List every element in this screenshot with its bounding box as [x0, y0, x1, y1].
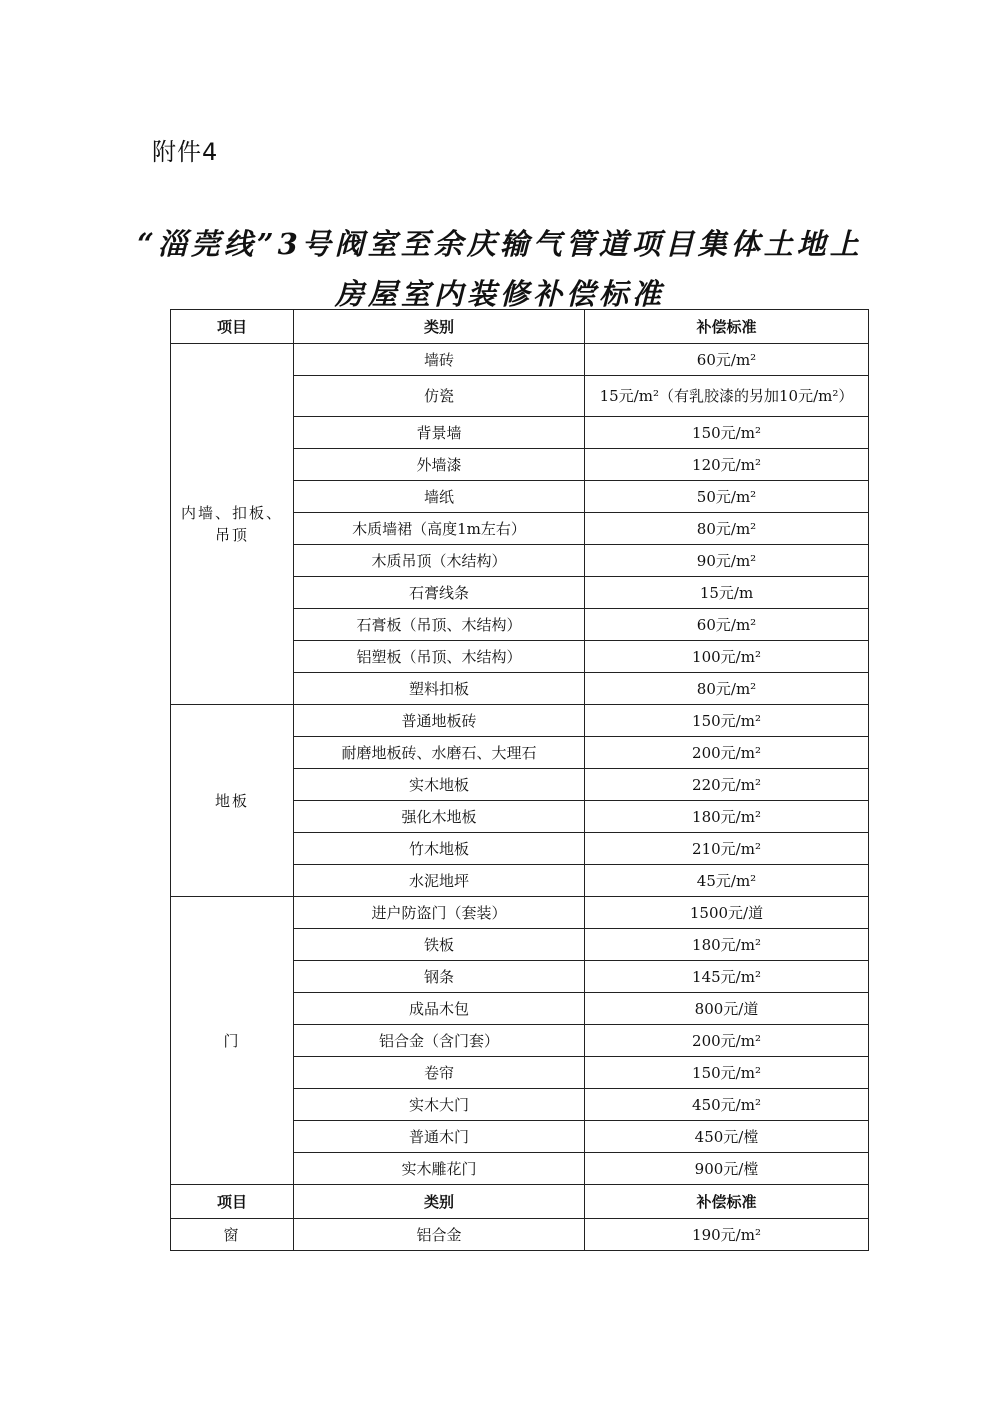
category-cell: 木质墙裙（高度1m左右） [294, 513, 585, 545]
standard-cell: 100元/m² [585, 641, 869, 673]
standard-cell: 150元/m² [585, 417, 869, 449]
category-cell: 墙砖 [294, 344, 585, 376]
group-door: 门 [171, 897, 294, 1185]
category-cell: 成品木包 [294, 993, 585, 1025]
group-interior-walls: 内墙、扣板、吊顶 [171, 344, 294, 705]
standard-cell: 15元/m [585, 577, 869, 609]
category-cell: 仿瓷 [294, 376, 585, 417]
standard-cell: 220元/m² [585, 769, 869, 801]
standard-cell: 150元/m² [585, 1057, 869, 1089]
header-item: 项目 [171, 1185, 294, 1219]
table-row [171, 897, 869, 929]
standard-cell: 200元/m² [585, 737, 869, 769]
category-cell: 实木地板 [294, 769, 585, 801]
standard-cell: 80元/m² [585, 673, 869, 705]
header-category: 类别 [294, 310, 585, 344]
category-cell: 卷帘 [294, 1057, 585, 1089]
standard-cell: 150元/m² [585, 705, 869, 737]
standard-cell: 180元/m² [585, 929, 869, 961]
category-cell: 铝合金（含门套） [294, 1025, 585, 1057]
standard-cell: 15元/m²（有乳胶漆的另加10元/m²） [585, 376, 869, 417]
standard-cell: 120元/m² [585, 449, 869, 481]
category-cell: 实木雕花门 [294, 1153, 585, 1185]
header-standard: 补偿标准 [585, 1185, 869, 1219]
category-cell: 进户防盗门（套装） [294, 897, 585, 929]
table-header-row [171, 310, 869, 344]
category-cell: 墙纸 [294, 481, 585, 513]
category-cell: 普通木门 [294, 1121, 585, 1153]
standard-cell: 60元/m² [585, 344, 869, 376]
category-cell: 石膏线条 [294, 577, 585, 609]
category-cell: 水泥地坪 [294, 865, 585, 897]
standard-cell: 60元/m² [585, 609, 869, 641]
category-cell: 外墙漆 [294, 449, 585, 481]
category-cell: 铝合金 [294, 1219, 585, 1251]
category-cell: 背景墙 [294, 417, 585, 449]
standard-cell: 450元/m² [585, 1089, 869, 1121]
attachment-label: 附件4 [152, 138, 219, 166]
table-row [171, 705, 869, 737]
category-cell: 木质吊顶（木结构） [294, 545, 585, 577]
standard-cell: 900元/樘 [585, 1153, 869, 1185]
category-cell: 钢条 [294, 961, 585, 993]
standard-cell: 210元/m² [585, 833, 869, 865]
category-cell: 耐磨地板砖、水磨石、大理石 [294, 737, 585, 769]
compensation-standard-table [170, 309, 869, 1251]
standard-cell: 50元/m² [585, 481, 869, 513]
table-header-row-repeat [171, 1185, 869, 1219]
category-cell: 塑料扣板 [294, 673, 585, 705]
group-window: 窗 [171, 1219, 294, 1251]
category-cell: 石膏板（吊顶、木结构） [294, 609, 585, 641]
standard-cell: 800元/道 [585, 993, 869, 1025]
standard-cell: 190元/m² [585, 1219, 869, 1251]
document-title-line-1: “淄莞线”3号阀室至余庆输气管道项目集体土地上 [137, 227, 863, 261]
category-cell: 普通地板砖 [294, 705, 585, 737]
group-floor: 地板 [171, 705, 294, 897]
standard-cell: 1500元/道 [585, 897, 869, 929]
table-row [171, 1219, 869, 1251]
standard-cell: 80元/m² [585, 513, 869, 545]
standard-cell: 145元/m² [585, 961, 869, 993]
standard-cell: 200元/m² [585, 1025, 869, 1057]
category-cell: 铝塑板（吊顶、木结构） [294, 641, 585, 673]
header-item: 项目 [171, 310, 294, 344]
header-category: 类别 [294, 1185, 585, 1219]
category-cell: 强化木地板 [294, 801, 585, 833]
category-cell: 铁板 [294, 929, 585, 961]
category-cell: 实木大门 [294, 1089, 585, 1121]
standard-cell: 450元/樘 [585, 1121, 869, 1153]
header-standard: 补偿标准 [585, 310, 869, 344]
table-row [171, 344, 869, 376]
standard-cell: 45元/m² [585, 865, 869, 897]
document-title-line-2: 房屋室内装修补偿标准 [334, 277, 665, 311]
standard-cell: 180元/m² [585, 801, 869, 833]
category-cell: 竹木地板 [294, 833, 585, 865]
standard-cell: 90元/m² [585, 545, 869, 577]
